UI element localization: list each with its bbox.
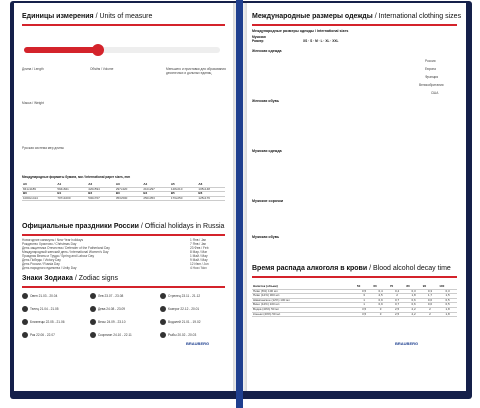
- holiday-item: День народного единства / Unity Day: [22, 266, 77, 270]
- zodiac-item: Стрелец 23.11 - 21.12: [160, 293, 200, 299]
- red-divider: [22, 234, 225, 236]
- holiday-date: 7 Янв / Jan: [190, 242, 207, 246]
- leo-icon: [90, 293, 96, 299]
- country-france: Франция: [425, 75, 439, 79]
- thermometer-scale: [24, 47, 220, 53]
- zodiac-item: Телец 21.04 - 21.05: [22, 306, 59, 312]
- libra-icon: [90, 319, 96, 325]
- bookmark-ribbon[interactable]: [236, 0, 243, 408]
- scorpio-icon: [90, 332, 96, 338]
- holiday-item: Международный женский день / International Women's Day: [22, 250, 109, 254]
- zodiac-item: Скорпион 24.10 - 22.11: [90, 332, 132, 338]
- holiday-date: 12 Июн / Jun: [190, 262, 209, 266]
- clothing-sizes-title: Международные размеры одежды / International clothing sizes: [252, 13, 462, 20]
- holiday-date: 4 Ноя / Nov: [190, 266, 207, 270]
- paper-sizes-table: A0 A1 A2 A3 A4 A5 A6 841x1189 594x841 420x594 297x420 210x297 148x210 105x148 B0 B1 B2 B3 B4 B5 B6 1000x1414 707x1000 500x707 353x500 250x353 176x250 125x176: [22, 183, 225, 201]
- zodiac-item: Лев 23.07 - 23.08: [90, 293, 123, 299]
- men-header: Мужская: [252, 35, 266, 39]
- zodiac-item: Козерог 22.12 - 20.01: [160, 306, 199, 312]
- weight-label: Масса / Weight: [22, 101, 44, 105]
- pisces-icon: [160, 332, 166, 338]
- section-men-shirts: Мужские сорочки: [252, 199, 284, 203]
- country-usa: США: [431, 91, 439, 95]
- capricorn-icon: [160, 306, 166, 312]
- zodiac-item: Дева 24.08 - 23.09: [90, 306, 125, 312]
- zodiac-item: Близнецы 22.05 - 21.06: [22, 319, 65, 325]
- holiday-date: 8 Мар / Mar: [190, 250, 208, 254]
- size-header: Размер: [252, 39, 264, 43]
- cancer-icon: [22, 332, 28, 338]
- alcohol-title: Время распада алкоголя в крови / Blood alcohol decay time: [252, 265, 451, 272]
- aquarius-icon: [160, 319, 166, 325]
- holiday-date: 1 Янв / Jan: [190, 238, 207, 242]
- section-men-shoes: Мужская обувь: [252, 235, 280, 239]
- gemini-icon: [22, 319, 28, 325]
- prefix-label: Меньшего и приставки для образования десятичных и дольных единиц: [166, 67, 226, 75]
- zodiac-item: Рак 22.06 - 22.07: [22, 332, 55, 338]
- sagittarius-icon: [160, 293, 166, 299]
- russian-measures-label: Русская система мер длины: [22, 146, 64, 150]
- paper-sizes-label: Международные форматы бумаги, мм / International paper sizes, mm: [22, 175, 131, 179]
- holidays-title: Официальные праздники России / Official holidays in Russia: [22, 223, 225, 230]
- holiday-item: День защитника Отечества / Defender of the Fatherland Day: [22, 246, 110, 250]
- holiday-date: 23 Фев / Feb: [190, 246, 209, 250]
- zodiac-item: Овен 21.03 - 20.04: [22, 293, 57, 299]
- section-women-shoes: Женская обувь: [252, 99, 280, 103]
- aries-icon: [22, 293, 28, 299]
- red-divider: [252, 24, 457, 26]
- red-divider: [22, 286, 225, 288]
- brand-logo: BRAUBERG: [395, 341, 419, 346]
- volume-label: Объём / Volume: [90, 67, 114, 71]
- country-russia: Россия: [425, 59, 436, 63]
- virgo-icon: [90, 306, 96, 312]
- zodiac-item: Весы 24.09 - 23.10: [90, 319, 125, 325]
- holiday-item: Праздник Весны и Труда / Spring and Labour Day: [22, 254, 95, 258]
- size-labels: XS · S · M · L · XL · XXL: [303, 39, 339, 43]
- units-title: Единицы измерения / Units of measure: [22, 13, 153, 20]
- alcohol-table: Напиток (объем) 50 60 70 80 90 100 Пиво (6%) 100 мл 0,5 0,4 0,4 0,3 0,3 0,3 Пиво (12%) 300 мл 3 2,5 2 1,8 1,7 1,5 Шампанское (12%) 100 мл 1 0,9 0,7 0,6 0,6 0,5 Вино (12%) 100 мл 1 0,9 0,7 0,6 0,6 0,5 Водка (40%) 50 мл 3,5 3 2,5 2,2 2 1,8 Коньяк (40%) 50 мл 3,5 3 2,5 2,2 2 1,8: [252, 285, 457, 317]
- taurus-icon: [22, 306, 28, 312]
- country-uk: Великобритания: [419, 83, 444, 87]
- holiday-item: День Победы / Victory Day: [22, 258, 61, 262]
- holiday-date: 1 Май / May: [190, 254, 208, 258]
- zodiac-title: Знаки Зодиака / Zodiac signs: [22, 275, 119, 282]
- holiday-item: Новогодние каникулы / New Year holidays: [22, 238, 84, 242]
- length-label: Длина / Length: [22, 67, 44, 71]
- section-men-clothing: Мужская одежда: [252, 149, 282, 153]
- section-women-clothing: Женская одежда: [252, 49, 282, 53]
- holiday-item: День России / Russia Day: [22, 262, 60, 266]
- holiday-date: 9 Май / May: [190, 258, 208, 262]
- red-divider: [22, 24, 225, 26]
- country-europe: Европа: [425, 67, 436, 71]
- red-divider: [252, 276, 457, 278]
- zodiac-item: Водолей 21.01 - 19.02: [160, 319, 201, 325]
- right-page: [247, 3, 466, 391]
- thermometer-bulb: [92, 44, 104, 56]
- intl-sizes-label: Международные размеры одежды / International sizes: [252, 29, 349, 33]
- left-page: [14, 3, 233, 391]
- holiday-item: Рождество Христово / Christmas Day: [22, 242, 77, 246]
- brand-logo: BRAUBERG: [186, 341, 210, 346]
- zodiac-item: Рыбы 20.02 - 20.03: [160, 332, 196, 338]
